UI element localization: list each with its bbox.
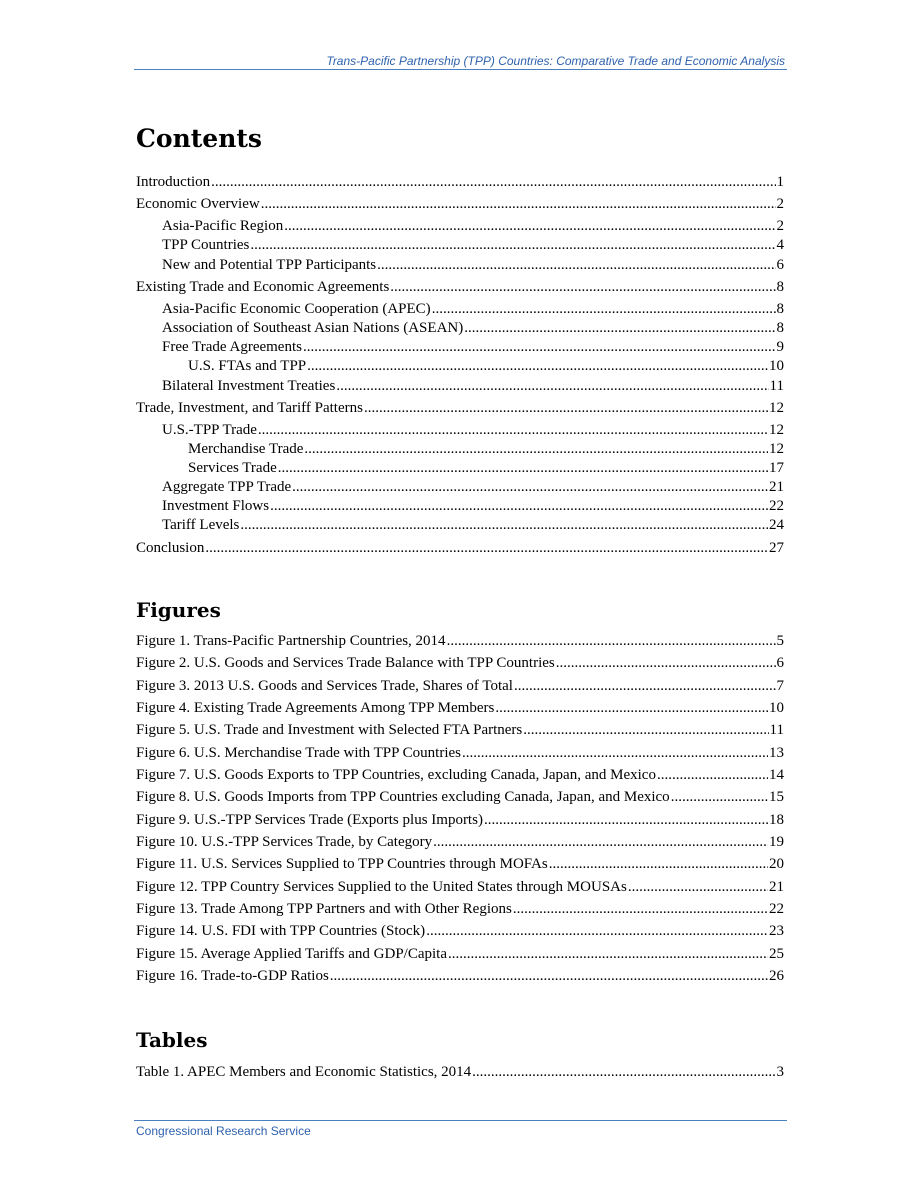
toc-entry[interactable] <box>136 678 784 695</box>
toc-entry-title: Table 1. APEC Members and Economic Statistics, 2014 <box>136 1064 472 1080</box>
toc-entry-page: 8 <box>776 320 784 336</box>
footer-organization: Congressional Research Service <box>136 1124 311 1138</box>
toc-entry-title: Figure 1. Trans-Pacific Partnership Countries, 2014 <box>136 633 446 649</box>
toc-entry[interactable] <box>136 196 784 213</box>
toc-entry-title: Figure 3. 2013 U.S. Goods and Services Trade, Shares of Total <box>136 678 513 694</box>
toc-entry-page: 2 <box>776 196 784 212</box>
toc-entry-page: 6 <box>776 257 784 273</box>
toc-entry-title: Figure 10. U.S.-TPP Services Trade, by Category <box>136 834 433 850</box>
toc-entry[interactable] <box>136 879 784 896</box>
toc-entry-page: 25 <box>769 946 784 962</box>
toc-entry-title: Figure 2. U.S. Goods and Services Trade Balance with TPP Countries <box>136 655 555 671</box>
toc-entry[interactable] <box>136 700 784 717</box>
toc-entry-title: U.S.-TPP Trade <box>162 422 257 438</box>
toc-entry-page: 3 <box>776 1064 784 1080</box>
dot-leader <box>377 257 775 274</box>
figures-heading: Figures <box>136 598 221 622</box>
toc-entry[interactable] <box>136 767 784 784</box>
toc-entry-title: Services Trade <box>188 460 277 476</box>
page-footer <box>134 1120 787 1138</box>
toc-entry[interactable] <box>162 517 784 534</box>
dot-leader <box>447 633 776 650</box>
toc-entry[interactable] <box>136 633 784 650</box>
toc-entry[interactable] <box>136 1064 784 1081</box>
dot-leader <box>462 745 768 762</box>
running-title: Trans-Pacific Partnership (TPP) Countries: Comparative Trade and Economic Analysis <box>326 54 785 68</box>
toc-entry[interactable] <box>162 339 784 356</box>
dot-leader <box>523 722 768 739</box>
toc-entry-title: Figure 13. Trade Among TPP Partners and with Other Regions <box>136 901 512 917</box>
toc-entry[interactable] <box>136 655 784 672</box>
toc-entry-page: 11 <box>769 722 784 738</box>
dot-leader <box>278 460 768 477</box>
dot-leader <box>671 789 768 806</box>
toc-entry-title: Aggregate TPP Trade <box>162 479 292 495</box>
toc-entry-title: Conclusion <box>136 540 205 556</box>
toc-entry[interactable] <box>136 856 784 873</box>
toc-entry[interactable] <box>162 320 784 337</box>
toc-entry-title: Economic Overview <box>136 196 260 212</box>
toc-entry-page: 11 <box>769 378 784 394</box>
dot-leader <box>364 400 768 417</box>
toc-entry-page: 8 <box>776 279 784 295</box>
toc-entry[interactable] <box>136 812 784 829</box>
dot-leader <box>472 1064 775 1081</box>
toc-entry-title: Figure 6. U.S. Merchandise Trade with TPP Countries <box>136 745 461 761</box>
toc-entry[interactable] <box>162 237 784 254</box>
toc-entry-page: 12 <box>769 441 784 457</box>
dot-leader <box>657 767 768 784</box>
toc-entry-title: Free Trade Agreements <box>162 339 302 355</box>
toc-entry-page: 21 <box>769 479 784 495</box>
toc-entry-title: New and Potential TPP Participants <box>162 257 377 273</box>
toc-entry-title: Figure 15. Average Applied Tariffs and GDP/Capita <box>136 946 447 962</box>
dot-leader <box>240 517 768 534</box>
toc-entry[interactable] <box>136 745 784 762</box>
toc-entry-title: Figure 14. U.S. FDI with TPP Countries (Stock) <box>136 923 426 939</box>
toc-entry-title: Association of Southeast Asian Nations (ASEAN) <box>162 320 464 336</box>
toc-entry-title: Introduction <box>136 174 211 190</box>
page-header <box>134 54 787 70</box>
toc-entry-page: 6 <box>776 655 784 671</box>
toc-entry-page: 12 <box>769 400 784 416</box>
toc-entry[interactable] <box>162 257 784 274</box>
toc-entry-page: 20 <box>769 856 784 872</box>
toc-entry-page: 4 <box>776 237 784 253</box>
dot-leader <box>304 441 768 458</box>
dot-leader <box>390 279 775 296</box>
toc-entry-title: Existing Trade and Economic Agreements <box>136 279 390 295</box>
toc-entry-title: Asia-Pacific Region <box>162 218 284 234</box>
toc-entry-page: 8 <box>776 301 784 317</box>
toc-entry[interactable] <box>136 923 784 940</box>
toc-entry-page: 14 <box>769 767 784 783</box>
toc-entry-title: Merchandise Trade <box>188 441 304 457</box>
dot-leader <box>205 540 768 557</box>
toc-entry-page: 12 <box>769 422 784 438</box>
toc-entry[interactable] <box>136 400 784 417</box>
dot-leader <box>432 301 776 318</box>
toc-entry-title: TPP Countries <box>162 237 250 253</box>
toc-entry-page: 23 <box>769 923 784 939</box>
toc-entry-page: 2 <box>776 218 784 234</box>
dot-leader <box>307 358 768 375</box>
toc-entry-page: 10 <box>769 358 784 374</box>
toc-entry-title: Figure 16. Trade-to-GDP Ratios <box>136 968 329 984</box>
dot-leader <box>292 479 768 496</box>
dot-leader <box>464 320 775 337</box>
toc-entry[interactable] <box>136 722 784 739</box>
toc-entry-page: 18 <box>769 812 784 828</box>
toc-entry-page: 22 <box>769 498 784 514</box>
toc-entry-title: Bilateral Investment Treaties <box>162 378 336 394</box>
toc-entry-page: 24 <box>769 517 784 533</box>
dot-leader <box>514 678 776 695</box>
dot-leader <box>549 856 768 873</box>
dot-leader <box>433 834 768 851</box>
tables-heading: Tables <box>136 1028 208 1052</box>
toc-entry[interactable] <box>162 422 784 439</box>
dot-leader <box>495 700 768 717</box>
toc-entry-page: 19 <box>769 834 784 850</box>
dot-leader <box>261 196 776 213</box>
dot-leader <box>426 923 768 940</box>
dot-leader <box>330 968 768 985</box>
dot-leader <box>556 655 776 672</box>
toc-entry-title: Tariff Levels <box>162 517 240 533</box>
toc-entry[interactable] <box>162 498 784 515</box>
toc-entry[interactable] <box>162 301 784 318</box>
dot-leader <box>484 812 768 829</box>
toc-entry-title: Figure 8. U.S. Goods Imports from TPP Countries excluding Canada, Japan, and Mexico <box>136 789 670 805</box>
dot-leader <box>270 498 768 515</box>
toc-entry-page: 13 <box>769 745 784 761</box>
toc-entry-title: Figure 12. TPP Country Services Supplied to the United States through MOUSAs <box>136 879 627 895</box>
toc-entry-title: Figure 9. U.S.-TPP Services Trade (Exports plus Imports) <box>136 812 483 828</box>
toc-entry-page: 17 <box>769 460 784 476</box>
toc-entry[interactable] <box>162 378 784 395</box>
toc-entry[interactable] <box>162 218 784 235</box>
dot-leader <box>258 422 768 439</box>
toc-entry[interactable] <box>136 174 784 191</box>
toc-entry-title: Figure 7. U.S. Goods Exports to TPP Countries, excluding Canada, Japan, and Mexico <box>136 767 656 783</box>
toc-entry-page: 15 <box>769 789 784 805</box>
toc-entry-page: 7 <box>776 678 784 694</box>
dot-leader <box>448 946 768 963</box>
toc-entry-page: 5 <box>776 633 784 649</box>
toc-entry-title: Figure 5. U.S. Trade and Investment with Selected FTA Partners <box>136 722 523 738</box>
toc-entry-title: Figure 4. Existing Trade Agreements Among TPP Members <box>136 700 495 716</box>
toc-entry[interactable] <box>188 460 784 477</box>
toc-entry[interactable] <box>162 479 784 496</box>
toc-entry-page: 1 <box>776 174 784 190</box>
dot-leader <box>303 339 776 356</box>
toc-entry-page: 22 <box>769 901 784 917</box>
toc-entry[interactable] <box>136 968 784 985</box>
toc-entry-page: 10 <box>769 700 784 716</box>
toc-entry[interactable] <box>136 946 784 963</box>
toc-entry[interactable] <box>188 441 784 458</box>
toc-entry-page: 26 <box>769 968 784 984</box>
toc-entry[interactable] <box>136 901 784 918</box>
contents-heading: Contents <box>136 124 263 153</box>
toc-entry[interactable] <box>188 358 784 375</box>
toc-entry[interactable] <box>136 834 784 851</box>
toc-entry-title: Investment Flows <box>162 498 270 514</box>
toc-entry[interactable] <box>136 279 784 296</box>
dot-leader <box>628 879 768 896</box>
toc-entry[interactable] <box>136 540 784 557</box>
toc-entry-page: 21 <box>769 879 784 895</box>
dot-leader <box>336 378 768 395</box>
dot-leader <box>211 174 775 191</box>
toc-entry-title: Trade, Investment, and Tariff Patterns <box>136 400 363 416</box>
toc-entry-page: 9 <box>776 339 784 355</box>
dot-leader <box>250 237 775 254</box>
toc-entry-title: Asia-Pacific Economic Cooperation (APEC) <box>162 301 431 317</box>
toc-entry[interactable] <box>136 789 784 806</box>
dot-leader <box>284 218 775 235</box>
dot-leader <box>513 901 768 918</box>
toc-entry-title: Figure 11. U.S. Services Supplied to TPP Countries through MOFAs <box>136 856 548 872</box>
toc-entry-page: 27 <box>769 540 784 556</box>
toc-entry-title: U.S. FTAs and TPP <box>188 358 307 374</box>
